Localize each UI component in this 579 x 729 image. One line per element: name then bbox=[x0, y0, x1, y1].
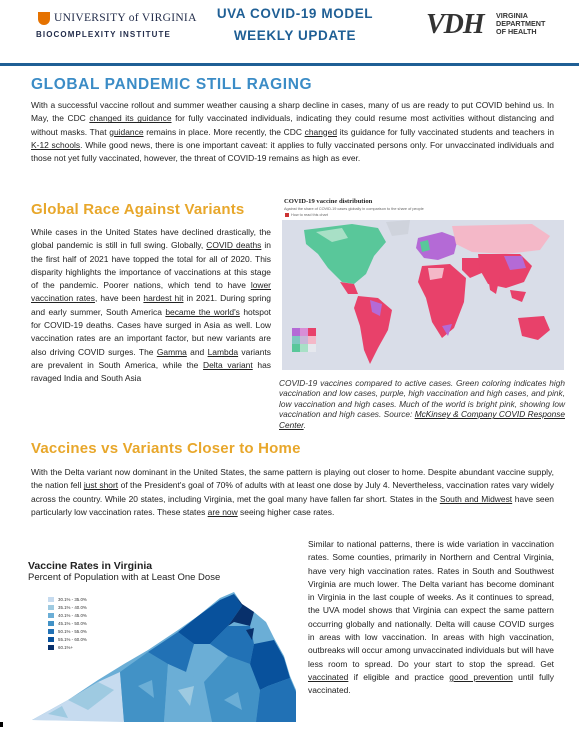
caption-end: . bbox=[303, 419, 306, 430]
va-legend-item bbox=[48, 596, 118, 604]
link-south-and-midwest[interactable]: South and Midwest bbox=[439, 493, 513, 504]
va-legend-swatch bbox=[48, 645, 54, 650]
text-run: until fully vaccinated. bbox=[308, 671, 554, 696]
va-legend-item bbox=[48, 628, 118, 636]
caption-text: COVID-19 vaccines compared to active cases. Green coloring indicates high vaccination and low cases, purple, high vaccination and high cases, and pink, low vaccination and high cases. Much of the world is bright pink, showing low vaccination and high cases. Source: bbox=[279, 378, 565, 420]
text-run: in 2021. During spring and early summer, South America bbox=[31, 293, 271, 317]
vdh-line-3: OF HEALTH bbox=[496, 27, 537, 37]
uva-shield-icon bbox=[38, 12, 50, 25]
text-run: With a successful vaccine rollout and summer weather causing a sharp decline in cases, many of us are ready to put COVID behind us. In May, the CDC bbox=[31, 100, 554, 124]
text-run: of the President's goal of 70% of adults with at least one dose by July 4. Nevertheless, vaccination rates vary widely across the country. While 20 states, including Virginia, met the goal many have fallen far short. States in the bbox=[31, 480, 555, 504]
va-legend-swatch bbox=[48, 621, 54, 626]
text-run: has ravaged India and South Asia bbox=[31, 359, 271, 384]
text-run: for fully vaccinated individuals, indicating they could resume most activities without distancing and without masks. That bbox=[31, 113, 554, 137]
map-legend-label: How to read this chart bbox=[291, 213, 328, 217]
va-legend-swatch bbox=[48, 637, 54, 642]
section-paragraph-vaccines-vs-variants bbox=[31, 466, 554, 519]
va-legend-swatch bbox=[48, 605, 54, 610]
vdh-mark: VDH bbox=[426, 9, 484, 40]
link-changed[interactable]: changed bbox=[304, 126, 338, 137]
text-run: if eligible and practice bbox=[348, 671, 450, 682]
vdh-words bbox=[496, 12, 545, 37]
va-map-subtitle: Percent of Population with at Least One Dose bbox=[28, 572, 221, 583]
grid-cell bbox=[292, 344, 300, 352]
va-legend-label: 40.1% - 45.0% bbox=[58, 613, 87, 618]
link-gamma[interactable]: Gamma bbox=[156, 346, 187, 357]
link-mckinsey-source[interactable]: McKinsey & Company COVID Response Center bbox=[279, 409, 565, 430]
text-run: , have been bbox=[94, 293, 144, 304]
grid-cell bbox=[292, 336, 300, 344]
map-color-grid bbox=[292, 328, 316, 352]
link-worlds-hotspot[interactable]: became the world's bbox=[165, 306, 240, 317]
grid-cell bbox=[308, 336, 316, 344]
section-paragraph-virginia bbox=[308, 538, 554, 698]
text-run: variants are prevalent in South America, while the bbox=[31, 346, 271, 370]
section-paragraph-global-pandemic bbox=[31, 99, 554, 165]
page-title bbox=[200, 3, 390, 47]
va-legend-item bbox=[48, 604, 118, 612]
va-legend-item bbox=[48, 636, 118, 644]
uva-name: UNIVERSITY of VIRGINIA bbox=[54, 12, 197, 24]
link-lower-vaccination-rates[interactable]: lower vaccination rates bbox=[31, 280, 271, 304]
text-run: and bbox=[186, 346, 208, 357]
map-title: COVID-19 vaccine distribution bbox=[284, 198, 373, 205]
link-lambda[interactable]: Lambda bbox=[207, 346, 239, 357]
link-hardest-hit[interactable]: hardest hit bbox=[143, 293, 184, 304]
va-legend-label: 35.1% - 40.0% bbox=[58, 605, 87, 610]
vdh-line-1: VIRGINIA bbox=[496, 11, 528, 20]
title-line-2: WEEKLY UPDATE bbox=[233, 28, 357, 43]
text-run: seeing higher case rates. bbox=[237, 506, 335, 517]
va-legend-label: 55.1% - 60.0% bbox=[58, 637, 87, 642]
link-are-now[interactable]: are now bbox=[207, 506, 238, 517]
text-run: . While good news, there is one important caveat: it applies to fully vaccinated persons only. For unvaccinated individuals and those not yet fully vaccinated, however, the threat of COVID-19 remains as high as ever. bbox=[31, 139, 554, 164]
page-header bbox=[0, 0, 579, 66]
text-run: While cases in the United States have declined drastically, the global pandemic is still in full swing. Globally, bbox=[31, 227, 271, 251]
link-k12-schools[interactable]: K-12 schools bbox=[31, 139, 81, 150]
va-legend-item bbox=[48, 620, 118, 628]
va-legend-label: 45.1% - 50.0% bbox=[58, 621, 87, 626]
text-run: hotspot for COVID-19 deaths. Cases have surged in Asia as well. Low vaccination rates are an important factor, but new variants are also driving COVID surges. The bbox=[31, 306, 271, 357]
va-legend-swatch bbox=[48, 597, 54, 602]
va-legend-swatch bbox=[48, 629, 54, 634]
link-just-short[interactable]: just short bbox=[83, 480, 119, 491]
grid-cell bbox=[292, 328, 300, 336]
va-legend-label: 50.1% - 55.0% bbox=[58, 629, 87, 634]
text-run: have seen particularly low vaccination rates. These states bbox=[31, 493, 554, 517]
text-run: With the Delta variant now dominant in the United States, the same pattern is playing out closer to home. Despite abundant vaccine supply, the nation fell bbox=[31, 467, 554, 491]
text-run: in the first half of 2021 have topped the total for all of 2020. This disparity highlights the importance of vaccinations at this stage of the pandemic. Poorer nations, which tend to have bbox=[31, 240, 271, 291]
title-line-1: UVA COVID-19 MODEL bbox=[216, 6, 374, 21]
section-paragraph-global-race bbox=[31, 226, 271, 386]
vaccine-distribution-map bbox=[282, 198, 564, 372]
va-legend-item bbox=[48, 612, 118, 620]
va-legend-item bbox=[48, 644, 118, 652]
va-map-legend bbox=[48, 596, 118, 652]
vdh-line-2: DEPARTMENT bbox=[496, 19, 546, 29]
text-run: Similar to national patterns, there is wide variation in vaccination rates. Some counties, primarily in Northern and Central Virginia, have very high vaccination rates. Rates in South and Southwest Virginia are much lower. The Delta variant has become dominant in Virginia in the last couple of weeks. As it continues to spread, the UVA model shows that Virginia can expect the same pattern occurring globally and nationally. Delta will cause COVID surges in areas with low vaccination. In areas with high vaccination, outbreaks will occur among unvaccinated individuals but will have less room to spread. Do your start to stop the spread. Get bbox=[308, 539, 554, 669]
virginia-vaccine-map bbox=[28, 560, 300, 725]
uva-subtitle: BIOCOMPLEXITY INSTITUTE bbox=[36, 30, 171, 39]
page-edge-mark bbox=[0, 722, 3, 727]
grid-cell bbox=[308, 328, 316, 336]
va-legend-label: 30.1% - 35.0% bbox=[58, 597, 87, 602]
section-heading-global-pandemic: GLOBAL PANDEMIC STILL RAGING bbox=[31, 76, 313, 93]
text-run: its guidance for fully vaccinated students and teachers in bbox=[337, 126, 555, 137]
map-subtitle: Against the share of COVID-19 cases globally in comparison to the share of people bbox=[284, 207, 424, 211]
grid-cell bbox=[300, 344, 308, 352]
header-divider bbox=[0, 63, 579, 66]
grid-cell bbox=[300, 336, 308, 344]
link-delta-variant[interactable]: Delta variant bbox=[203, 359, 253, 370]
link-good-prevention[interactable]: good prevention bbox=[449, 671, 513, 682]
text-run: remains in place. More recently, the CDC bbox=[143, 126, 305, 137]
grid-cell bbox=[300, 328, 308, 336]
link-guidance[interactable]: guidance bbox=[109, 126, 144, 137]
section-heading-global-race: Global Race Against Variants bbox=[31, 201, 245, 218]
va-legend-label: 60.1%+ bbox=[58, 645, 74, 650]
vdh-logo bbox=[426, 10, 566, 42]
grid-cell bbox=[308, 344, 316, 352]
link-covid-deaths[interactable]: COVID deaths bbox=[206, 240, 262, 251]
va-legend-swatch bbox=[48, 613, 54, 618]
link-cdc-guidance[interactable]: changed its guidance bbox=[89, 113, 172, 124]
map-caption bbox=[279, 378, 565, 430]
link-vaccinated[interactable]: vaccinated bbox=[308, 671, 349, 682]
va-map-title: Vaccine Rates in Virginia bbox=[28, 560, 153, 572]
uva-logo bbox=[34, 8, 197, 46]
world-map-image bbox=[282, 198, 564, 372]
section-heading-vaccines-vs-variants: Vaccines vs Variants Closer to Home bbox=[31, 440, 301, 457]
